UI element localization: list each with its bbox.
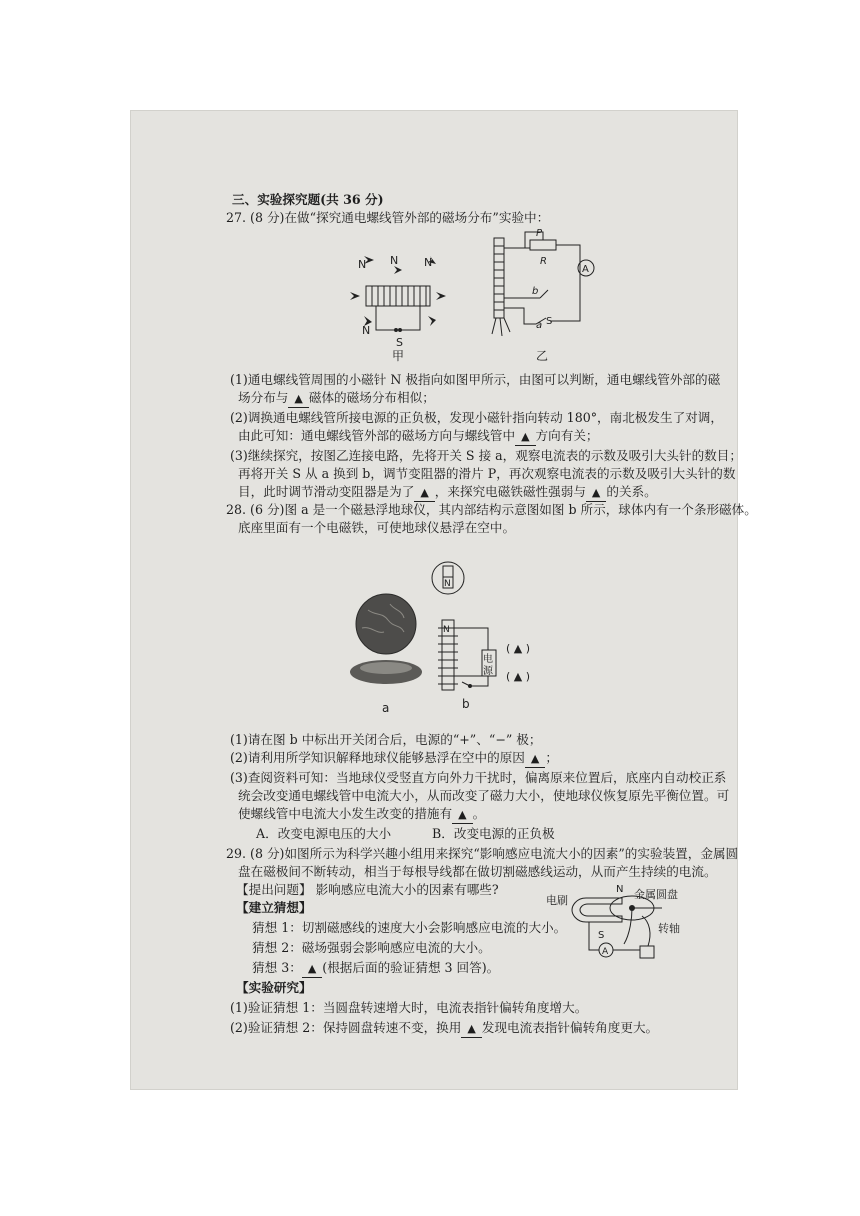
q29-label-brush: 电刷: [546, 894, 568, 907]
q29-stem-line2: 盘在磁极间不断转动，相当于每根导线都在做切割磁感线运动，从而产生持续的电流。: [238, 864, 717, 879]
q28-p2: (2)请利用所学知识解释地球仪能够悬浮在空中的原因 ▲ ；: [230, 750, 558, 768]
q27-jia-n1: N: [358, 258, 367, 271]
q27-jia-s: S: [396, 336, 403, 349]
q27-yi-b: b: [532, 286, 539, 297]
q28-option-b: B．改变电源的正负极: [432, 826, 555, 841]
q27-figure-jia: [344, 246, 464, 366]
q27-figure-yi: [486, 228, 606, 368]
q28-figure-a-globe: [346, 590, 426, 720]
q27-p1-line2: 场分布与 ▲ 磁体的磁场分布相似；: [238, 390, 435, 408]
q27-jia-caption: 甲: [392, 349, 405, 363]
q29-build-heading: 【建立猜想】: [236, 900, 312, 915]
q28-p3-line2: 统会改变通电螺线管中电流大小，从而改变了磁力大小，使地球仪恢复原先平衡位置。可: [238, 788, 730, 803]
q29-guess-2: 猜想 2：磁场强弱会影响感应电流的大小。: [252, 940, 491, 955]
q29-guess-1: 猜想 1：切割磁感线的速度大小会影响感应电流的大小。: [252, 920, 567, 935]
q27-jia-n3: N: [424, 256, 433, 269]
q27-p3-line3: 目，此时调节滑动变阻器是为了 ▲ ，来探究电磁铁磁性强弱与 ▲ 的关系。: [238, 484, 657, 502]
q27-p2-line1: (2)调换通电螺线管所接电源的正负极，发现小磁针指向转动 180°，南北极发生了对调，: [230, 410, 723, 425]
q27-yi-caption: 乙: [536, 349, 549, 363]
q28-b-label-n-coil: N: [443, 625, 450, 635]
q29-ask: 【提出问题】 影响感应电流大小的因素有哪些?: [236, 882, 499, 897]
q28-caption-a: a: [382, 701, 390, 715]
q28-stem-line2: 底座里面有一个电磁铁，可使地球仪悬浮在空中。: [238, 520, 516, 535]
q29-label-disk: 金属圆盘: [634, 888, 678, 901]
q27-jia-n4: N: [362, 324, 371, 337]
q27-p1-line1: (1)通电螺线管周围的小磁针 N 极指向如图甲所示，由图可以判断，通电螺线管外部的磁: [230, 372, 721, 387]
q29-label-ammeter: A: [602, 947, 609, 957]
q28-b-mark-top: ( ▲ ): [506, 642, 531, 655]
q28-figure-b: [426, 552, 566, 712]
q29-figure: [546, 870, 696, 970]
q27-yi-a: a: [536, 320, 543, 331]
q28-b-source-1: 电: [483, 654, 493, 665]
q27-stem: 27. (8 分)在做“探究通电螺线管外部的磁场分布”实验中：: [226, 210, 550, 225]
exam-sheet: [130, 110, 757, 1090]
q28-stem-line1: 28. (6 分)图 a 是一个磁悬浮地球仪，其内部结构示意图如图 b 所示，球体内有一个条形磁体。: [226, 502, 757, 517]
q29-research-1: (1)验证猜想 1：当圆盘转速增大时，电流表指针偏转角度增大。: [230, 1000, 588, 1015]
q29-stem-line1: 29. (8 分)如图所示为科学兴趣小组用来探究“影响感应电流大小的因素”的实验装置，金属圆: [226, 846, 739, 861]
q28-p3-line1: (3)查阅资料可知：当地球仪受竖直方向外力干扰时，偏离原来位置后，底座内自动校正系: [230, 770, 727, 785]
q29-label-axis: 转轴: [658, 922, 680, 935]
q28-b-label-n-magnet: N: [444, 579, 451, 589]
q29-research-2: (2)验证猜想 2：保持圆盘转速不变，换用 ▲ 发现电流表指针偏转角度更大。: [230, 1020, 658, 1038]
q27-p3-line1: (3)继续探究，按图乙连接电路，先将开关 S 接 a，观察电流表的示数及吸引大头针的数目；: [230, 448, 742, 463]
q27-p2-line2: 由此可知：通电螺线管外部的磁场方向与螺线管中 ▲ 方向有关；: [238, 428, 599, 446]
q28-caption-b: b: [462, 697, 470, 711]
q27-yi-r: R: [540, 256, 547, 267]
q27-yi-s: S: [546, 316, 553, 327]
q28-p3-line3: 使螺线管中电流大小发生改变的措施有 ▲ 。: [238, 806, 485, 824]
q28-b-source-2: 源: [483, 666, 493, 677]
q27-yi-ammeter: A: [582, 264, 589, 275]
section-heading: 三、实验探究题(共 36 分): [232, 192, 384, 207]
q27-yi-p: P: [536, 228, 543, 239]
q29-research-heading: 【实验研究】: [236, 980, 312, 995]
q29-label-s: S: [598, 930, 605, 941]
q28-option-a: A．改变电源电压的大小: [256, 826, 392, 841]
q27-jia-n2: N: [390, 254, 399, 267]
q29-guess-3: 猜想 3： ▲ (根据后面的验证猜想 3 回答)。: [252, 960, 499, 978]
q29-label-n: N: [616, 884, 624, 895]
q28-b-mark-bottom: ( ▲ ): [506, 670, 531, 683]
q27-p3-line2: 再将开关 S 从 a 换到 b，调节变阻器的滑片 P，再次观察电流表的示数及吸引大头针的数: [238, 466, 736, 481]
q28-p1: (1)请在图 b 中标出开关闭合后，电源的“+”、“−” 极；: [230, 732, 542, 747]
